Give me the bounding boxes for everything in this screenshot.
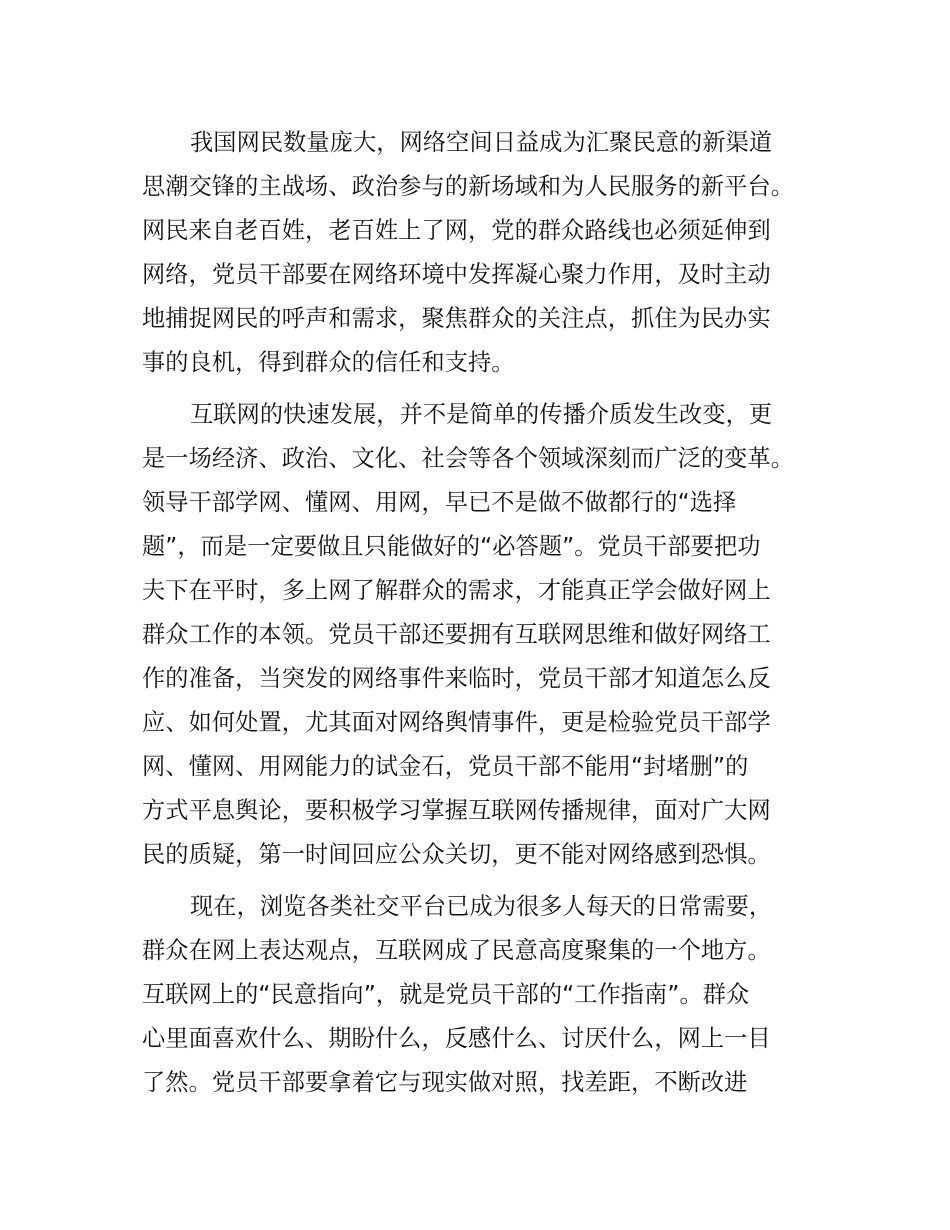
- text-line: 现在，浏览各类社交平台已成为很多人每天的日常需要，: [190, 893, 773, 920]
- text-line: 了然。党员干部要拿着它与现实做对照，找差距，不断改进: [142, 1069, 748, 1096]
- paragraph-3: [142, 885, 822, 1105]
- text-line: 事的良机，得到群众的信任和支持。: [142, 349, 515, 376]
- text-line: 群众工作的本领。党员干部还要拥有互联网思维和做好网络工: [142, 621, 771, 648]
- text-line: 互联网上的“民意指向”，就是党员干部的“工作指南”。群众: [142, 981, 750, 1008]
- text-line: 心里面喜欢什么、期盼什么，反感什么、讨厌什么，网上一目: [142, 1025, 771, 1052]
- text-line: 网、懂网、用网能力的试金石，党员干部不能用“封堵删”的: [142, 753, 749, 780]
- text-line: 民的质疑，第一时间回应公众关切，更不能对网络感到恐惧。: [142, 841, 771, 868]
- text-line: 思潮交锋的主战场、政治参与的新场域和为人民服务的新平台。: [142, 173, 795, 200]
- text-line: 网络，党员干部要在网络环境中发挥凝心聚力作用，及时主动: [142, 261, 771, 288]
- paragraph-1: [142, 121, 822, 385]
- text-line: 地捕捉网民的呼声和需求，聚焦群众的关注点，抓住为民办实: [142, 305, 771, 332]
- text-line: 领导干部学网、懂网、用网，早已不是做不做都行的“选择: [142, 489, 737, 516]
- text-line: 方式平息舆论，要积极学习掌握互联网传播规律，面对广大网: [142, 797, 771, 824]
- document-body: [142, 121, 822, 1113]
- text-line: 网民来自老百姓，老百姓上了网，党的群众路线也必须延伸到: [142, 217, 771, 244]
- text-line: 夫下在平时，多上网了解群众的需求，才能真正学会做好网上: [142, 577, 771, 604]
- text-line: 作的准备，当突发的网络事件来临时，党员干部才知道怎么反: [142, 665, 771, 692]
- text-line: 是一场经济、政治、文化、社会等各个领域深刻而广泛的变革。: [142, 445, 795, 472]
- text-line: 应、如何处置，尤其面对网络舆情事件，更是检验党员干部学: [142, 709, 771, 736]
- text-line: 我国网民数量庞大，网络空间日益成为汇聚民意的新渠道: [190, 129, 773, 156]
- text-line: 题”，而是一定要做且只能做好的“必答题”。党员干部要把功: [142, 533, 761, 560]
- text-line: 群众在网上表达观点，互联网成了民意高度聚集的一个地方。: [142, 937, 771, 964]
- paragraph-2: [142, 393, 822, 877]
- text-line: 互联网的快速发展，并不是简单的传播介质发生改变，更: [190, 401, 773, 428]
